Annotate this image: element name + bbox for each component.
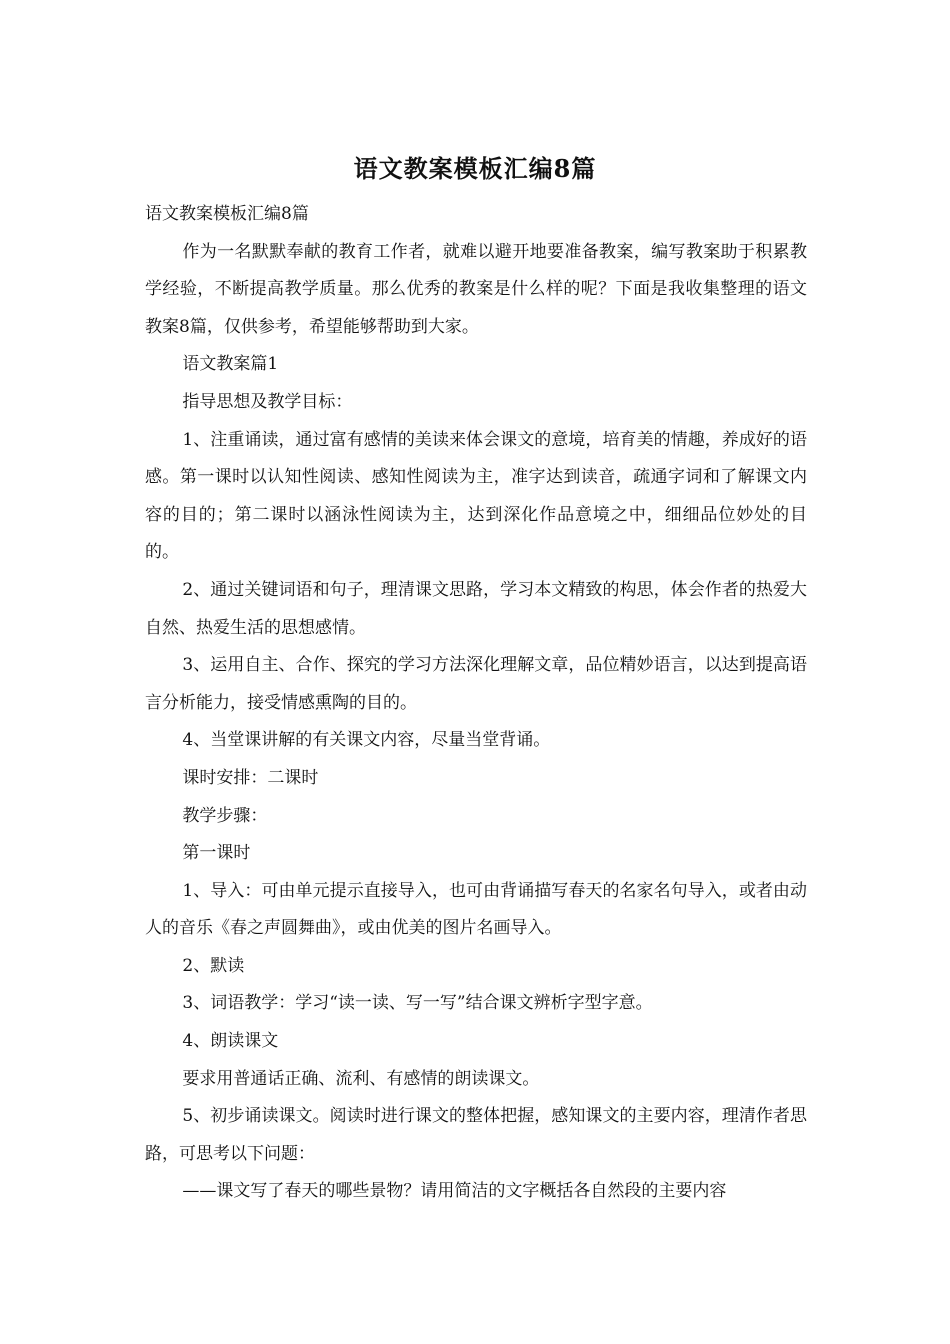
- paragraph: 3、运用自主、合作、探究的学习方法深化理解文章，品位精妙语言，以达到提高语言分析能力，接受情感熏陶的目的。: [145, 655, 807, 713]
- paragraph: 指导思想及教学目标：: [182, 391, 353, 412]
- paragraph: 1、导入：可由单元提示直接导入，也可由背诵描写春天的名家名句导入，或者由动人的音乐《春之声圆舞曲》，或由优美的图片名画导入。: [145, 880, 807, 939]
- paragraph: 4、当堂课讲解的有关课文内容，尽量当堂背诵。: [182, 730, 551, 751]
- paragraph: 要求用普通话正确、流利、有感情的朗读课文。: [182, 1068, 540, 1089]
- section-heading: 语文教案篇1: [182, 354, 279, 375]
- document-title: 语文教案模板汇编8篇: [353, 154, 597, 183]
- paragraph: 第一课时: [182, 843, 251, 864]
- paragraph: 3、词语教学：学习“读一读、写一写”结合课文辨析字型字意。: [182, 993, 653, 1014]
- paragraph: 2、通过关键词语和句子，理清课文思路，学习本文精致的构思，体会作者的热爱大自然、热爱生活的思想感情。: [145, 579, 807, 638]
- paragraph: 教学步骤：: [182, 805, 268, 826]
- paragraph: ——课文写了春天的哪些景物？请用简洁的文字概括各自然段的主要内容: [182, 1181, 727, 1202]
- paragraph: 作为一名默默奉献的教育工作者，就难以避开地要准备教案，编写教案助于积累教学经验，不断提高教学质量。那么优秀的教案是什么样的呢？下面是我收集整理的语文教案8篇，仅供参考，希望能够帮助到大家。: [145, 241, 807, 337]
- paragraph: 课时安排：二课时: [182, 767, 319, 788]
- paragraph: 2、默读: [182, 955, 245, 976]
- paragraph: 5、初步诵读课文。阅读时进行课文的整体把握，感知课文的主要内容，理清作者思路，可思考以下问题：: [145, 1106, 807, 1164]
- paragraph: 4、朗读课文: [182, 1031, 279, 1052]
- document-body: [145, 196, 807, 1211]
- paragraph: 1、注重诵读，通过富有感情的美读来体会课文的意境，培育美的情趣，养成好的语感。第一课时以认知性阅读、感知性阅读为主，准字达到读音，疏通字词和了解课文内容的目的；第二课时以涵泳性阅读为主，达到深化作品意境之中，细细品位妙处的目的。: [145, 429, 807, 563]
- document-subtitle: 语文教案模板汇编8篇: [145, 204, 309, 224]
